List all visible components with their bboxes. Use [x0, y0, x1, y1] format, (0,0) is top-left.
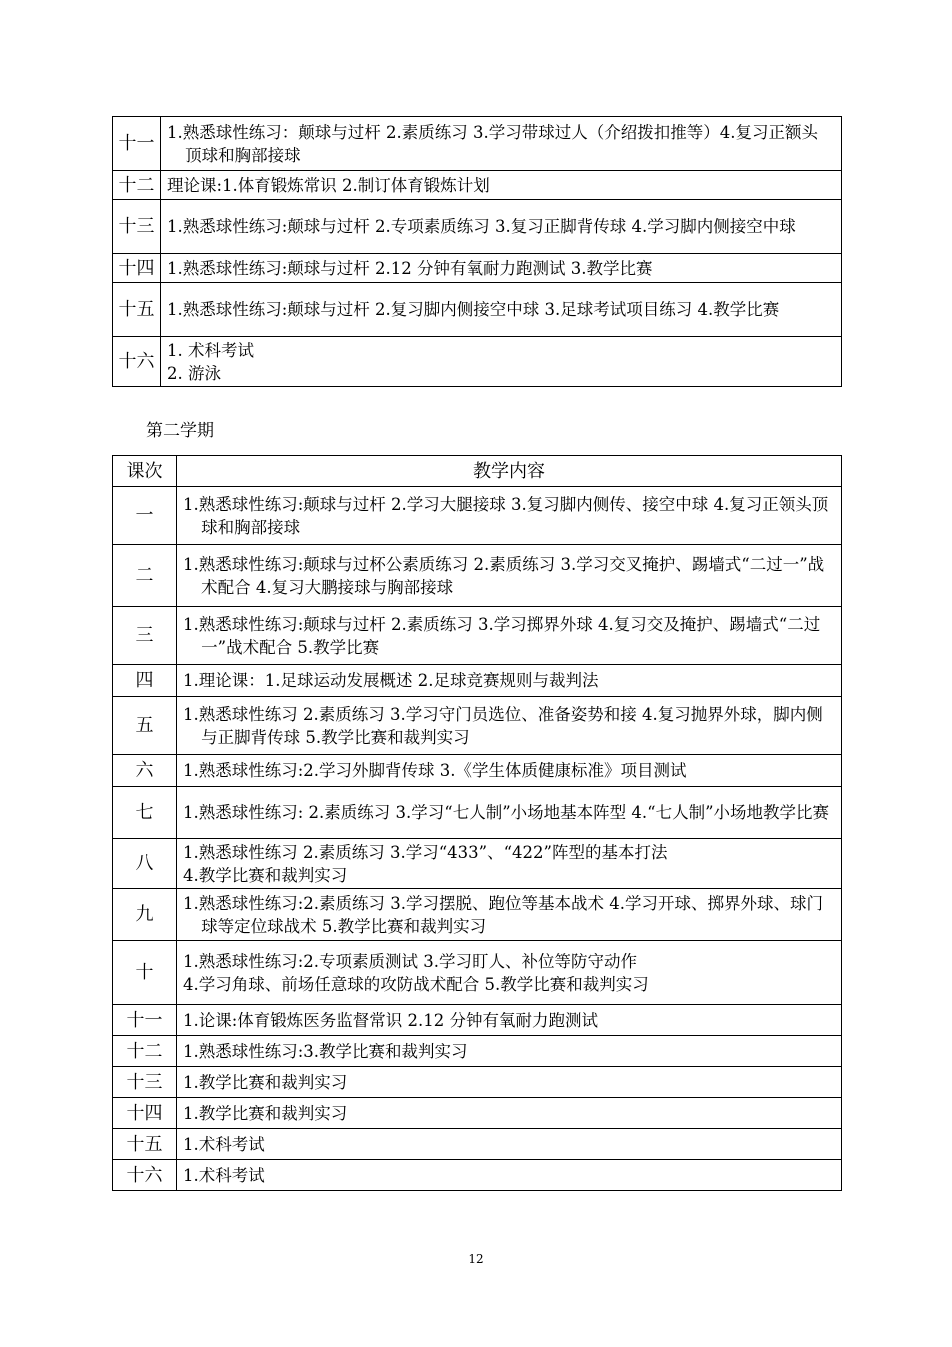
- table-row: [113, 839, 842, 889]
- lesson-content: 1.熟悉球性练习:2.学习外脚背传球 3.《学生体质健康标准》项目测试: [177, 755, 842, 787]
- lesson-number: 十三: [113, 1067, 177, 1098]
- lesson-number: 十五: [113, 283, 161, 337]
- lesson-content: 1.术科考试: [177, 1129, 842, 1160]
- lesson-number: 十四: [113, 1098, 177, 1129]
- lesson-number: 十四: [113, 254, 161, 283]
- table-row: [113, 171, 842, 200]
- table-row: [113, 117, 842, 171]
- lesson-number: 八: [113, 839, 177, 889]
- lesson-content: 1.熟悉球性练习:2.素质练习 3.学习摆脱、跑位等基本战术 4.学习开球、掷界外球、球门球等定位球战术 5.教学比赛和裁判实习: [177, 889, 842, 941]
- lesson-content: 1.熟悉球性练习: 2.素质练习 3.学习“七人制”小场地基本阵型 4.“七人制”小场地教学比赛: [177, 787, 842, 839]
- lesson-content: 1.教学比赛和裁判实习: [177, 1067, 842, 1098]
- lesson-content: 1.熟悉球性练习:颠球与过杆 2.12 分钟有氧耐力跑测试 3.教学比赛: [161, 254, 842, 283]
- lesson-content: 1.熟悉球性练习：颠球与过杆 2.素质练习 3.学习带球过人（介绍拨扣推等）4.复习正额头顶球和胸部接球: [161, 117, 842, 171]
- lesson-number: 十六: [113, 1160, 177, 1191]
- table-row: [113, 665, 842, 697]
- lesson-number: 十三: [113, 200, 161, 254]
- table-row: [113, 545, 842, 607]
- lesson-content: 1.熟悉球性练习:颠球与过杆 2.复习脚内侧接空中球 3.足球考试项目练习 4.教学比赛: [161, 283, 842, 337]
- table-row: [113, 787, 842, 839]
- table-row: [113, 1129, 842, 1160]
- lesson-number: 十: [113, 941, 177, 1005]
- table-row: [113, 337, 842, 387]
- lesson-content: 1.熟悉球性练习 2.素质练习 3.学习“433”、“422”阵型的基本打法 4.教学比赛和裁判实习: [177, 839, 842, 889]
- table-header-row: [113, 456, 842, 487]
- header-lesson-number: 课次: [113, 456, 177, 487]
- lesson-number: 十二: [113, 171, 161, 200]
- table-row: [113, 755, 842, 787]
- lesson-content: 1.熟悉球性练习:2.专项素质测试 3.学习盯人、补位等防守动作 4.学习角球、前场任意球的攻防战术配合 5.教学比赛和裁判实习: [177, 941, 842, 1005]
- table-row: [113, 200, 842, 254]
- table-row: [113, 1067, 842, 1098]
- lesson-number: 十六: [113, 337, 161, 387]
- lesson-number: 一: [113, 487, 177, 545]
- semester1-schedule-table: [112, 116, 842, 387]
- lesson-content: 1. 术科考试 2. 游泳: [161, 337, 842, 387]
- table-row: [113, 607, 842, 665]
- lesson-number: 二: [113, 545, 177, 607]
- table-row: [113, 487, 842, 545]
- lesson-number: 五: [113, 697, 177, 755]
- table-row: [113, 1036, 842, 1067]
- table-row: [113, 283, 842, 337]
- lesson-number: 十一: [113, 1005, 177, 1036]
- lesson-content: 1.熟悉球性练习:3.教学比赛和裁判实习: [177, 1036, 842, 1067]
- table-row: [113, 1098, 842, 1129]
- table-row: [113, 889, 842, 941]
- lesson-number: 七: [113, 787, 177, 839]
- lesson-content: 1.理论课：1.足球运动发展概述 2.足球竞赛规则与裁判法: [177, 665, 842, 697]
- lesson-content: 1.熟悉球性练习:颠球与过杆 2.学习大腿接球 3.复习脚内侧传、接空中球 4.复习正领头顶球和胸部接球: [177, 487, 842, 545]
- table-row: [113, 1160, 842, 1191]
- lesson-number: 四: [113, 665, 177, 697]
- table-row: [113, 941, 842, 1005]
- lesson-number: 六: [113, 755, 177, 787]
- table-row: [113, 697, 842, 755]
- lesson-content: 1.教学比赛和裁判实习: [177, 1098, 842, 1129]
- lesson-number: 十二: [113, 1036, 177, 1067]
- lesson-content: 1.术科考试: [177, 1160, 842, 1191]
- semester-title: 第二学期: [146, 421, 214, 441]
- table-row: [113, 1005, 842, 1036]
- lesson-number: 十五: [113, 1129, 177, 1160]
- lesson-content: 1.熟悉球性练习:颠球与过杯公素质练习 2.素质练习 3.学习交叉掩护、踢墙式“二过一”战术配合 4.复习大鹏接球与胸部接球: [177, 545, 842, 607]
- lesson-number: 九: [113, 889, 177, 941]
- lesson-content: 1.论课:体育锻炼医务监督常识 2.12 分钟有氧耐力跑测试: [177, 1005, 842, 1036]
- lesson-content: 1.熟悉球性练习 2.素质练习 3.学习守门员选位、准备姿势和接 4.复习抛界外球，脚内侧与正脚背传球 5.教学比赛和裁判实习: [177, 697, 842, 755]
- lesson-content: 理论课:1.体育锻炼常识 2.制订体育锻炼计划: [161, 171, 842, 200]
- lesson-number: 十一: [113, 117, 161, 171]
- table-row: [113, 254, 842, 283]
- lesson-number: 三: [113, 607, 177, 665]
- header-content: 教学内容: [177, 456, 842, 487]
- lesson-content: 1.熟悉球性练习:颠球与过杆 2.素质练习 3.学习掷界外球 4.复习交及掩护、踢墙式“二过一”战术配合 5.教学比赛: [177, 607, 842, 665]
- lesson-content: 1.熟悉球性练习:颠球与过杆 2.专项素质练习 3.复习正脚背传球 4.学习脚内侧接空中球: [161, 200, 842, 254]
- semester2-schedule-table: [112, 455, 842, 1191]
- page-number: 12: [468, 1252, 484, 1266]
